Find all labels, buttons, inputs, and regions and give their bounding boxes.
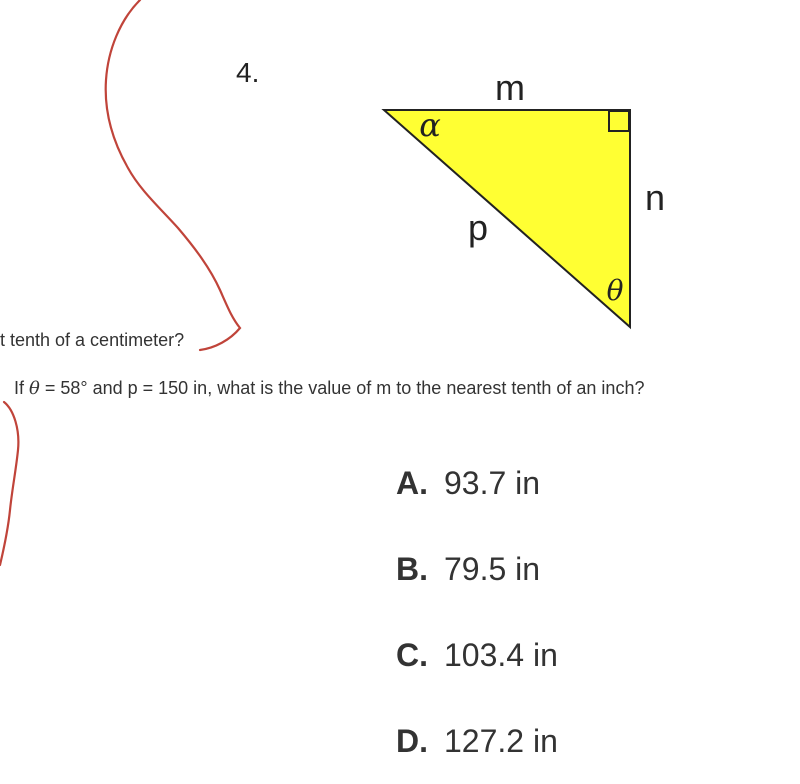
side-p-label: p (467, 207, 489, 248)
angle-alpha-label: α (419, 106, 441, 144)
choice-text: 127.2 in (444, 722, 558, 759)
theta-symbol: θ (29, 378, 40, 399)
question-text (14, 378, 644, 399)
question-suffix: = 58° and p = 150 in, what is the value of m to the nearest tenth of an inch? (39, 378, 645, 398)
choice-text: 103.4 in (444, 636, 558, 673)
choice-letter: C. (396, 636, 428, 673)
choice-text: 93.7 in (444, 464, 541, 501)
previous-question-text: t tenth of a centimeter? (0, 330, 185, 350)
question-number: 4. (236, 57, 260, 88)
choice-b[interactable] (396, 526, 558, 612)
choice-d[interactable] (396, 698, 558, 784)
side-n-label: n (644, 177, 666, 218)
side-m-label: m (495, 67, 525, 108)
annotation-stroke (0, 0, 240, 565)
answer-choices (396, 440, 558, 784)
triangle-svg (370, 60, 690, 340)
choice-letter: B. (396, 550, 428, 587)
angle-theta-label: θ (606, 274, 624, 307)
choice-letter: A. (396, 464, 428, 501)
question-prefix: If (14, 378, 30, 398)
choice-c[interactable] (396, 612, 558, 698)
choice-text: 79.5 in (444, 550, 541, 587)
triangle-diagram (370, 60, 690, 340)
choice-a[interactable] (396, 440, 558, 526)
choice-letter: D. (396, 722, 428, 759)
